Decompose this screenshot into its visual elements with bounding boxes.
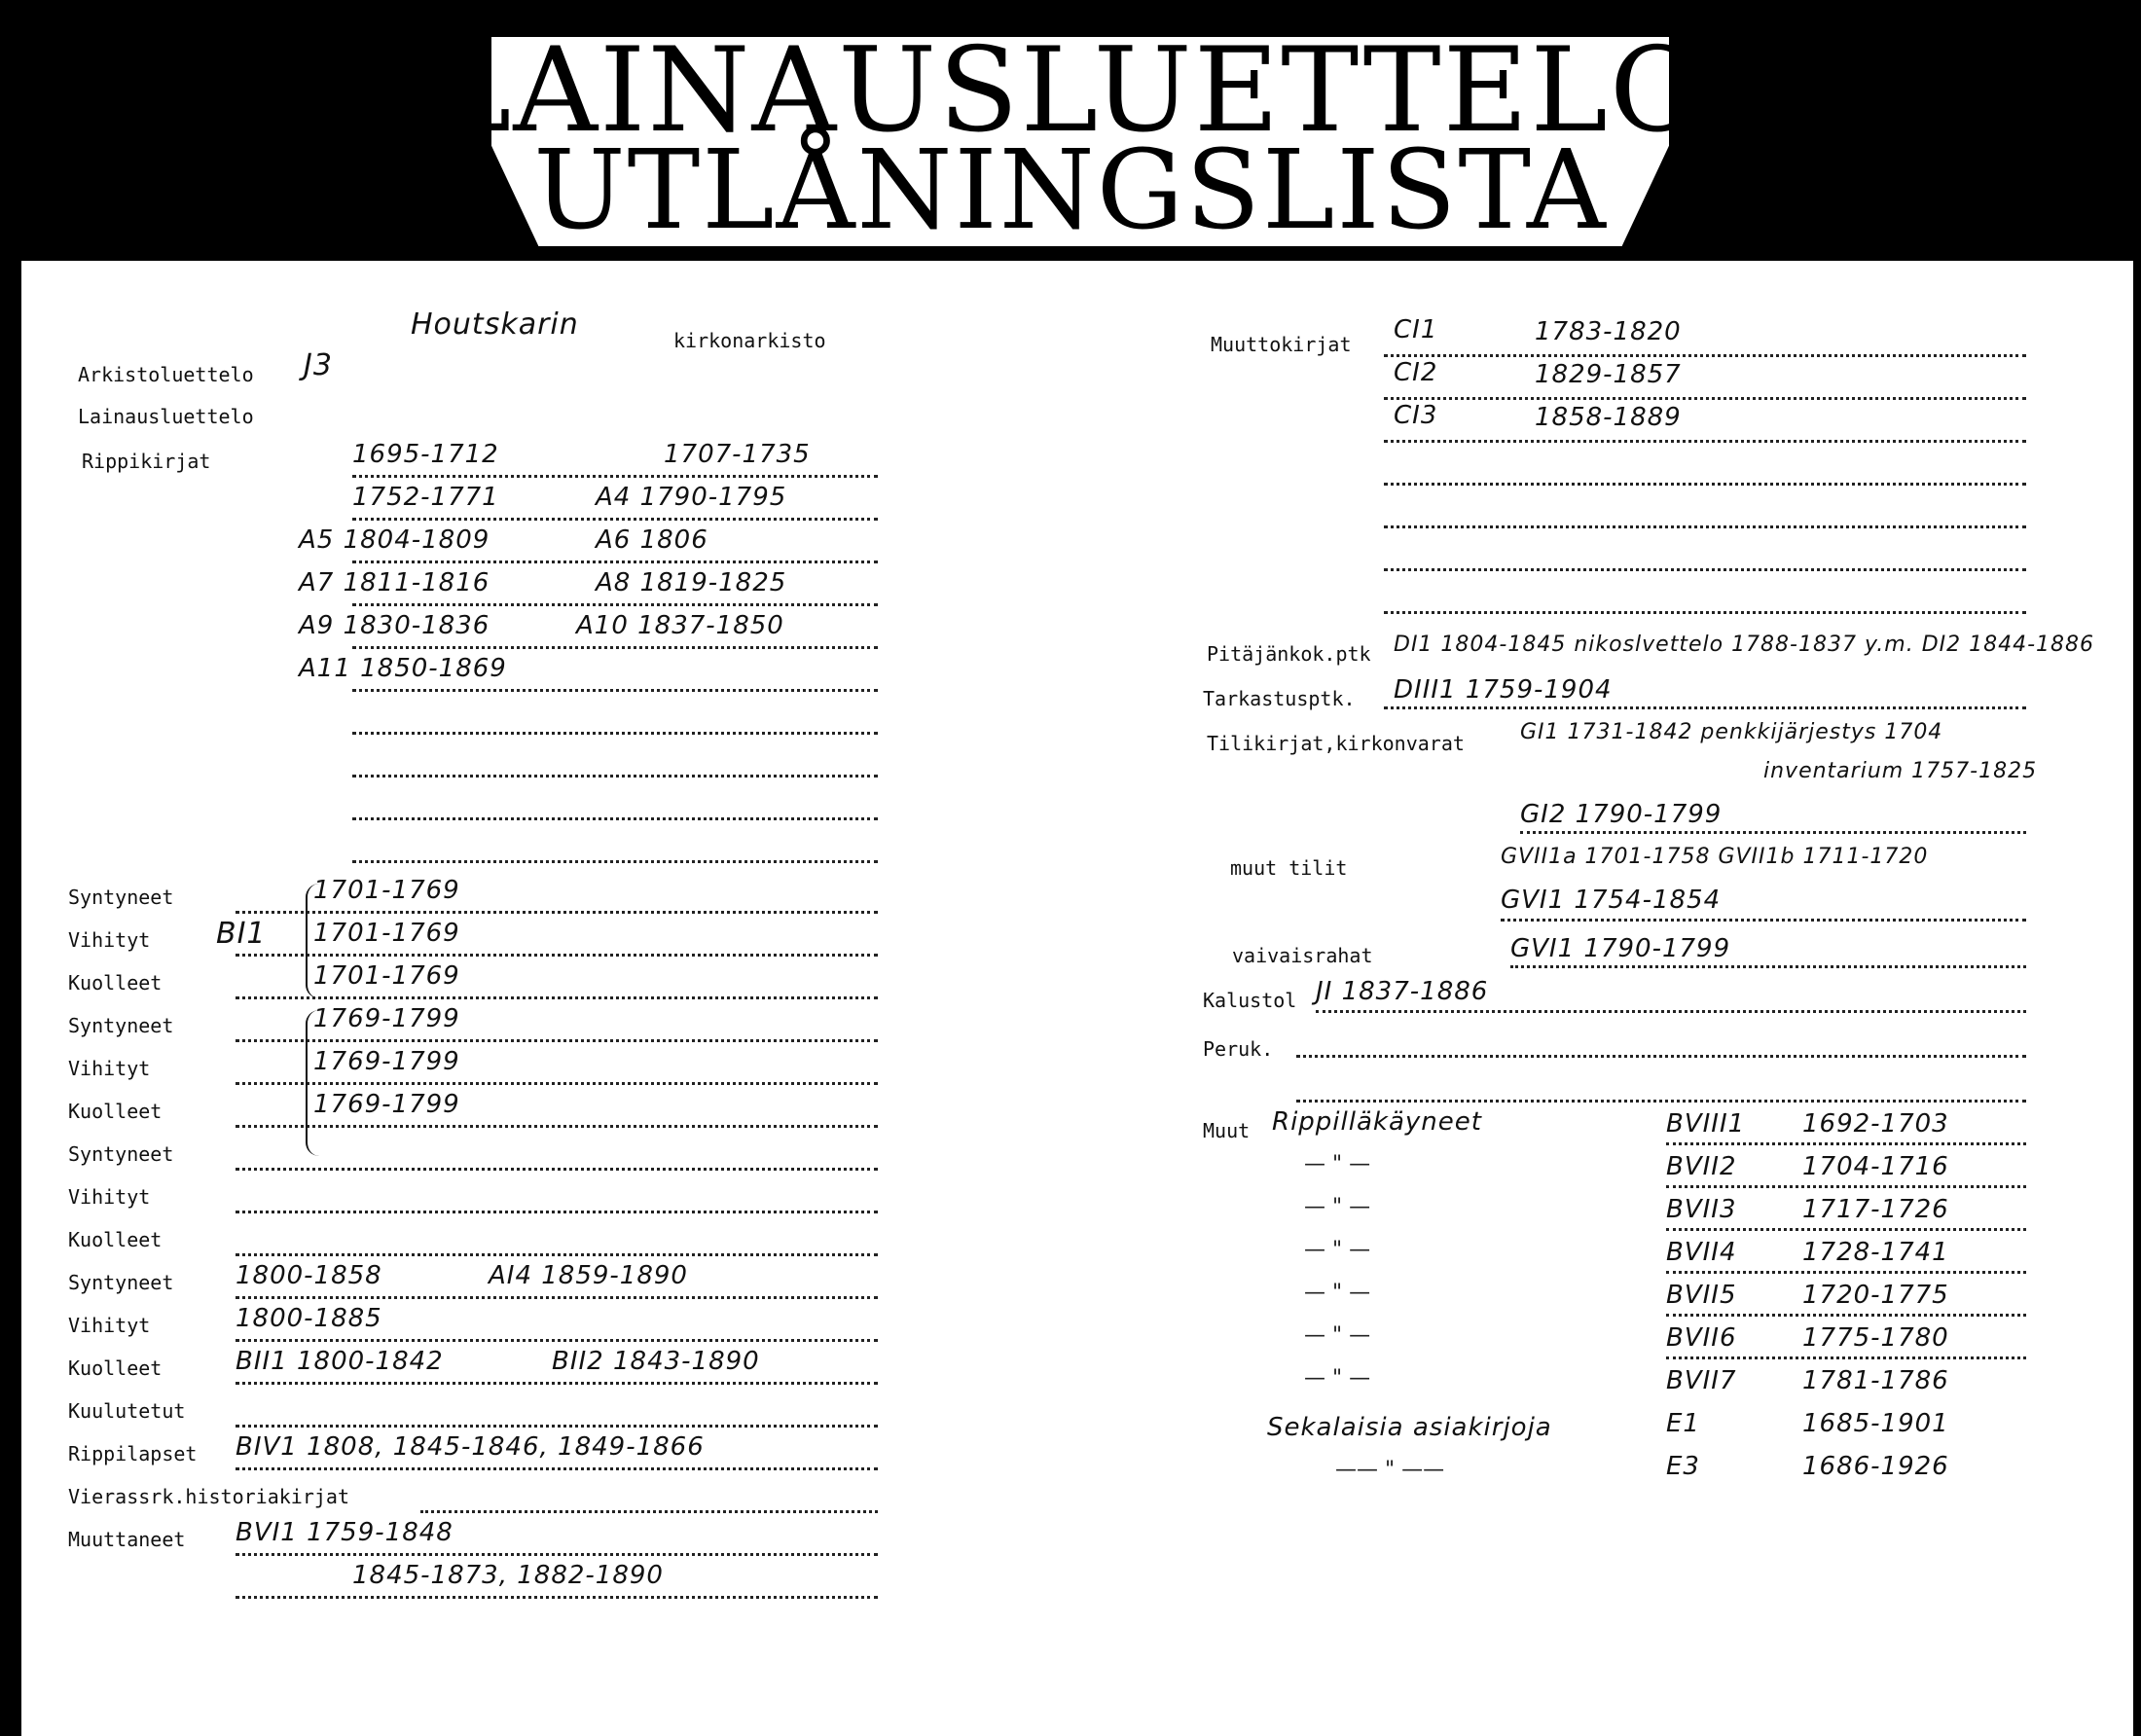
rippikirjat-range: A6 1806: [596, 525, 708, 555]
record-value: 1769-1799: [313, 1047, 460, 1076]
parish-suffix: kirkonarkisto: [673, 329, 826, 352]
kalusto-label: Kalustol: [1203, 989, 1297, 1012]
record-value: 1701-1769: [313, 876, 460, 905]
blank-line: [1384, 611, 2026, 614]
record-label: Vihityt: [68, 928, 151, 952]
rippikirjat-range: A10 1837-1850: [576, 611, 784, 640]
rippikirjat-label: Rippikirjat: [82, 450, 211, 473]
record-label: Vihityt: [68, 1057, 151, 1080]
e1-code: E1: [1666, 1409, 1700, 1438]
ditto-mark: — " —: [1304, 1152, 1371, 1176]
document-sheet: [21, 261, 2133, 1736]
record-label: Rippilapset: [68, 1442, 198, 1465]
record-label: Vihityt: [68, 1314, 151, 1337]
lainausluettelo-label: Lainausluettelo: [78, 405, 254, 428]
peruk-label: Peruk.: [1203, 1037, 1274, 1061]
muuttokirjat-years: 1783-1820: [1535, 317, 1682, 346]
record-label: Kuulutetut: [68, 1399, 186, 1423]
record-value: 1701-1769: [313, 919, 460, 948]
blank-line: [352, 817, 878, 820]
ditto-mark: — " —: [1304, 1323, 1371, 1348]
muuttokirjat-label: Muuttokirjat: [1211, 333, 1352, 356]
arkistoluettelo-value: J3: [304, 348, 333, 382]
pitajankok-label: Pitäjänkok.ptk: [1207, 642, 1371, 666]
blank-line: [352, 860, 878, 863]
muut-years: 1717-1726: [1802, 1195, 1949, 1224]
tarkastus-value: DIII1 1759-1904: [1394, 675, 1613, 705]
rippikirjat-range: 1695-1712: [352, 440, 499, 469]
record-label: Vihityt: [68, 1185, 151, 1209]
muuttokirjat-code: CI2: [1394, 358, 1438, 387]
record-value: 1769-1799: [313, 1090, 460, 1119]
rippikirjat-range: A9 1830-1836: [299, 611, 490, 640]
blank-line: [1384, 525, 2026, 528]
muuttaneet-extra: 1845-1873, 1882-1890: [352, 1561, 664, 1590]
ditto-mark: —— " ——: [1335, 1458, 1445, 1482]
bi1-code: BI1: [216, 917, 267, 951]
record-label: Syntyneet: [68, 1014, 174, 1037]
record-value: BVI1 1759-1848: [236, 1518, 454, 1547]
muut-years: 1720-1775: [1802, 1281, 1949, 1310]
record-value: 1800-1885: [236, 1304, 382, 1333]
brace: [306, 884, 329, 998]
header-banner: [0, 0, 2141, 263]
e3-code: E3: [1666, 1452, 1700, 1481]
muut-code: BVIII1: [1666, 1109, 1746, 1139]
muuttokirjat-years: 1829-1857: [1535, 360, 1682, 389]
inventarium: inventarium 1757-1825: [1763, 759, 2038, 783]
muuttokirjat-code: CI3: [1394, 401, 1438, 430]
tarkastus-label: Tarkastusptk.: [1203, 687, 1356, 710]
pitajankok-value: DI1 1804-1845 nikoslvettelo 1788-1837 y.m. DI2 1844-1886: [1394, 633, 2095, 657]
rippikirjat-range: 1752-1771: [352, 483, 499, 512]
muut-years: 1728-1741: [1802, 1238, 1949, 1267]
blank-line: [1384, 568, 2026, 571]
parish-name: Houtskarin: [411, 307, 579, 342]
blank-line: [1384, 483, 2026, 486]
muut-years: 1704-1716: [1802, 1152, 1949, 1181]
tilikirjat-label: Tilikirjat,kirkonvarat: [1207, 732, 1465, 755]
vaivaisrahat-label: vaivaisrahat: [1232, 944, 1373, 967]
kuolleet-extra: BII2 1843-1890: [552, 1347, 760, 1376]
vaivaisrahat-value: GVI1 1790-1799: [1510, 934, 1731, 963]
muuttokirjat-years: 1858-1889: [1535, 403, 1682, 432]
record-label: Syntyneet: [68, 886, 174, 909]
record-label: Muuttaneet: [68, 1528, 186, 1551]
rippikirjat-range: A7 1811-1816: [299, 568, 490, 597]
record-value: BIV1 1808, 1845-1846, 1849-1866: [236, 1432, 705, 1462]
e1-years: 1685-1901: [1802, 1409, 1949, 1438]
blank-line: [1296, 1100, 2026, 1103]
record-value: 1800-1858: [236, 1261, 382, 1290]
muut-label: Muut: [1203, 1119, 1251, 1142]
record-label: Syntyneet: [68, 1271, 174, 1294]
muut-years: 1781-1786: [1802, 1366, 1949, 1395]
muut-code: BVII3: [1666, 1195, 1737, 1224]
banner-title-finnish: LAINAUSLUETTELO: [433, 23, 1708, 159]
ditto-mark: — " —: [1304, 1195, 1371, 1219]
record-label: Kuolleet: [68, 971, 163, 995]
syntyneet-extra: AI4 1859-1890: [489, 1261, 688, 1290]
record-label: Kuolleet: [68, 1356, 163, 1380]
record-label: Syntyneet: [68, 1142, 174, 1166]
gvi1: GVI1 1754-1854: [1501, 886, 1722, 915]
rippikirjat-range: 1707-1735: [664, 440, 811, 469]
muut-tilit-label: muut tilit: [1230, 856, 1348, 880]
muut-code: BVII2: [1666, 1152, 1737, 1181]
ditto-mark: — " —: [1304, 1238, 1371, 1262]
record-value: 1701-1769: [313, 961, 460, 991]
blank-line: [352, 775, 878, 778]
brace: [306, 1010, 329, 1156]
muut-years: 1775-1780: [1802, 1323, 1949, 1353]
muuttokirjat-code: CI1: [1394, 315, 1438, 344]
banner-title-swedish: UTLÅNINGSLISTA: [533, 127, 1608, 254]
rippikirjat-range: A5 1804-1809: [299, 525, 490, 555]
ditto-mark: — " —: [1304, 1366, 1371, 1391]
sekalaisia-title: Sekalaisia asiakirjoja: [1267, 1413, 1552, 1442]
e3-years: 1686-1926: [1802, 1452, 1949, 1481]
muut-tilit-value: GVII1a 1701-1758 GVII1b 1711-1720: [1501, 845, 1929, 869]
record-label: Kuolleet: [68, 1100, 163, 1123]
rippikirjat-range: A8 1819-1825: [596, 568, 787, 597]
muut-years: 1692-1703: [1802, 1109, 1949, 1139]
muut-code: BVII6: [1666, 1323, 1737, 1353]
rippikirjat-range: A4 1790-1795: [596, 483, 787, 512]
gi2: GI2 1790-1799: [1520, 800, 1723, 829]
record-value: BII1 1800-1842: [236, 1347, 444, 1376]
ditto-mark: — " —: [1304, 1281, 1371, 1305]
muut-code: BVII4: [1666, 1238, 1737, 1267]
blank-line: [352, 732, 878, 735]
muut-code: BVII5: [1666, 1281, 1737, 1310]
record-label: Kuolleet: [68, 1228, 163, 1251]
tilikirjat-value: GI1 1731-1842 penkkijärjestys 1704: [1520, 720, 1943, 744]
kalusto-value: JI 1837-1886: [1316, 977, 1489, 1006]
record-value: 1769-1799: [313, 1004, 460, 1033]
record-label: Vierassrk.historiakirjat: [68, 1485, 349, 1508]
muut-code: BVII7: [1666, 1366, 1737, 1395]
arkistoluettelo-label: Arkistoluettelo: [78, 363, 254, 386]
muut-title: Rippilläkäyneet: [1272, 1107, 1482, 1137]
rippikirjat-range: A11 1850-1869: [299, 654, 507, 683]
